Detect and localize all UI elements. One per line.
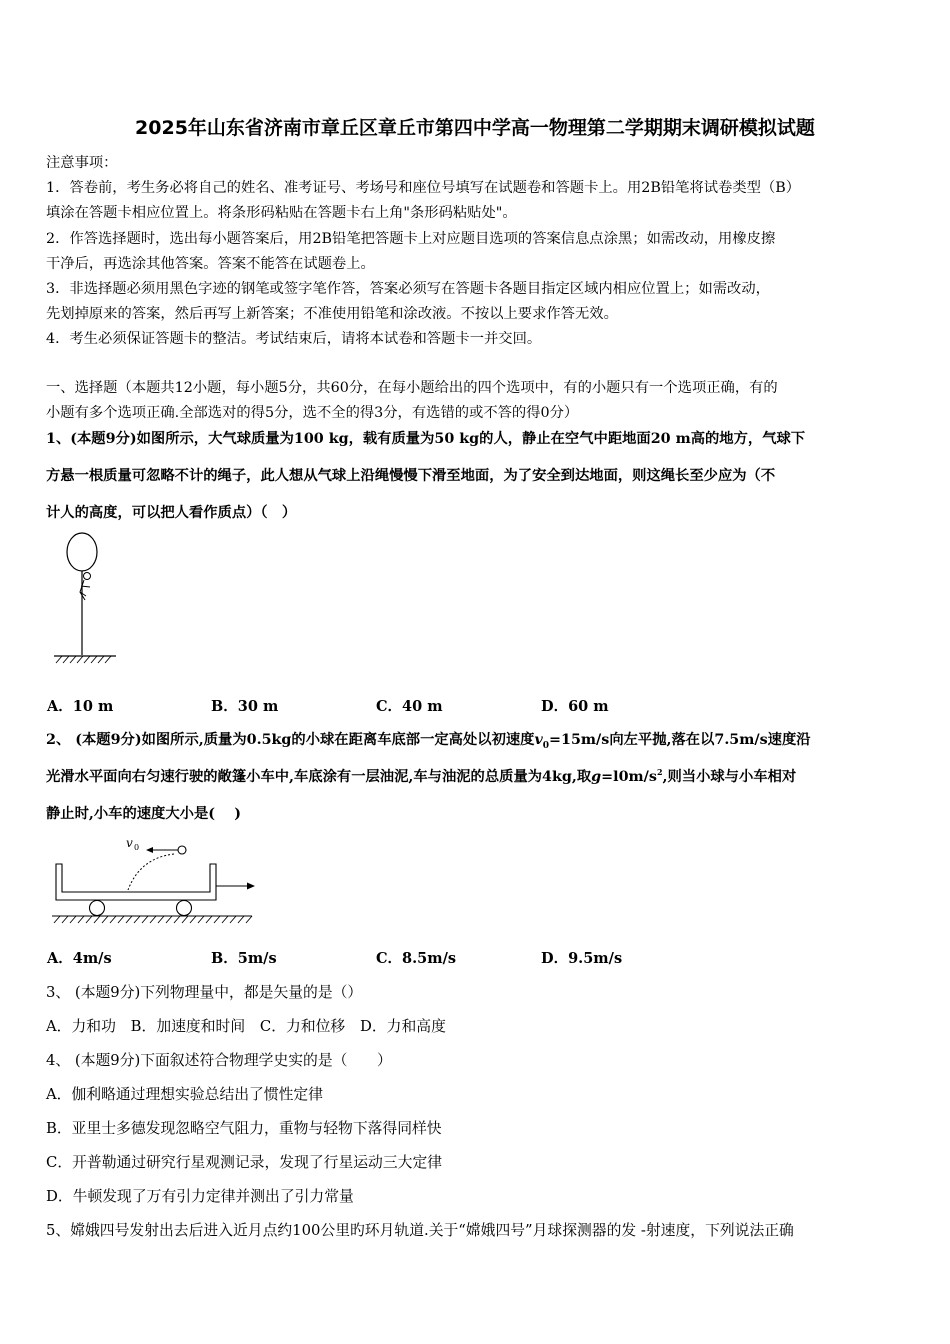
notice-item-4: 4．考生必须保证答题卡的整洁。考试结束后，请将本试卷和答题卡一并交回。 [46, 331, 542, 347]
q2-stem-3: 静止时,小车的速度大小是( ) [46, 806, 242, 822]
q3-stem: 3、 (本题9分)下列物理量中，都是矢量的是（） [46, 984, 363, 1001]
section-intro-1: 一、选择题（本题共12小题，每小题5分，共60分，在每小题给出的四个选项中，有的小题只有一个选项正确，有的 [46, 380, 778, 396]
q2-v0-subscript: 0 [542, 740, 550, 751]
q1-option-b: B．30 m [211, 698, 279, 715]
q1-stem-3: 计人的高度，可以把人看作质点）（ ） [46, 505, 297, 521]
q1-option-a: A．10 m [47, 698, 114, 715]
notice-item-1b: 填涂在答题卡相应位置上。将条形码粘贴在答题卡右上角"条形码粘贴处"。 [46, 205, 517, 221]
q4-option-b: B．亚里士多德发现忽略空气阻力，重物与轻物下落得同样快 [46, 1120, 442, 1137]
notice-item-2a: 2．作答选择题时，选出每小题答案后，用2B铅笔把答题卡上对应题目选项的答案信息点涂黑；如需改动，用橡皮擦 [46, 231, 776, 247]
q2-stem-2c: ,则当小球与小车相对 [662, 769, 797, 785]
section-intro-2: 小题有多个选项正确.全部选对的得5分，选不全的得3分，有选错的或不答的得0分） [46, 405, 579, 421]
q4-option-a: A．伽利略通过理想实验总结出了惯性定律 [46, 1086, 324, 1103]
q2-stem-1a: 2、 (本题9分)如图所示,质量为0.5kg的小球在距离车底部一定高处以初速度 [46, 732, 535, 748]
fig-v0-sub: 0 [134, 843, 140, 852]
q2-option-d: D．9.5m/s [541, 950, 623, 967]
notice-item-1a: 1．答卷前，考生务必将自己的姓名、准考证号、考场号和座位号填写在试题卷和答题卡上。用2B铅笔将试卷类型（B） [46, 180, 801, 196]
q2-option-c: C．8.5m/s [376, 950, 457, 967]
page-title: 2025年山东省济南市章丘区章丘市第四中学高一物理第二学期期末调研模拟试题 [135, 117, 815, 139]
q4-option-c: C．开普勒通过研究行星观测记录，发现了行星运动三大定律 [46, 1154, 443, 1171]
q2-stem-1 [46, 729, 811, 751]
notice-heading: 注意事项： [46, 155, 118, 171]
q2-stem-2-sup: 2 [656, 767, 663, 778]
q2-v0-symbol: v [534, 732, 543, 748]
q4-option-d: D．牛顿发现了万有引力定律并测出了引力常量 [46, 1188, 354, 1205]
notice-item-3b: 先划掉原来的答案，然后再写上新答案；不准使用铅笔和涂改液。不按以上要求作答无效。 [46, 306, 618, 322]
notice-item-2b: 干净后，再选涂其他答案。答案不能答在试题卷上。 [46, 256, 375, 272]
q2-stem-1b: =15m/s向左平抛,落在以7.5m/s速度沿 [549, 732, 811, 748]
q2-option-b: B．5m/s [211, 950, 277, 967]
q2-g-symbol: g [591, 769, 602, 785]
q2-stem-2a: 光滑水平面向右匀速行驶的敞篷小车中,车底涂有一层油泥,车与油泥的总质量为4kg,取 [46, 769, 592, 785]
q3-options: A．力和功 B．加速度和时间 C．力和位移 D．力和高度 [46, 1018, 446, 1035]
fig-v0-label: v [126, 836, 133, 850]
q2-stem-2 [46, 766, 796, 786]
q1-stem-2: 方悬一根质量可忽略不计的绳子，此人想从气球上沿绳慢慢下滑至地面，为了安全到达地面，则这绳长至少应为（不 [46, 468, 776, 484]
q5-stem: 5、嫦娥四号发射出去后进入近月点约100公里旳环月轨道.关于“嫦娥四号”月球探测器的发 -射速度，下列说法正确 [46, 1222, 794, 1239]
notice-item-3a: 3．非选择题必须用黑色字迹的钢笔或签字笔作答，答案必须写在答题卡各题目指定区域内相应位置上；如需改动， [46, 281, 770, 297]
q2-stem-2b: =l0m/s [601, 769, 657, 785]
q1-stem-1: 1、(本题9分)如图所示，大气球质量为100 kg，载有质量为50 kg的人，静止在空气中距地面20 m高的地方，气球下 [46, 431, 806, 447]
q4-stem: 4、 (本题9分)下面叙述符合物理学史实的是（ ） [46, 1052, 392, 1069]
q2-option-a: A．4m/s [47, 950, 112, 967]
cart-figure [50, 830, 265, 930]
q1-option-d: D．60 m [541, 698, 609, 715]
q1-option-c: C．40 m [376, 698, 443, 715]
balloon-figure [50, 530, 120, 665]
